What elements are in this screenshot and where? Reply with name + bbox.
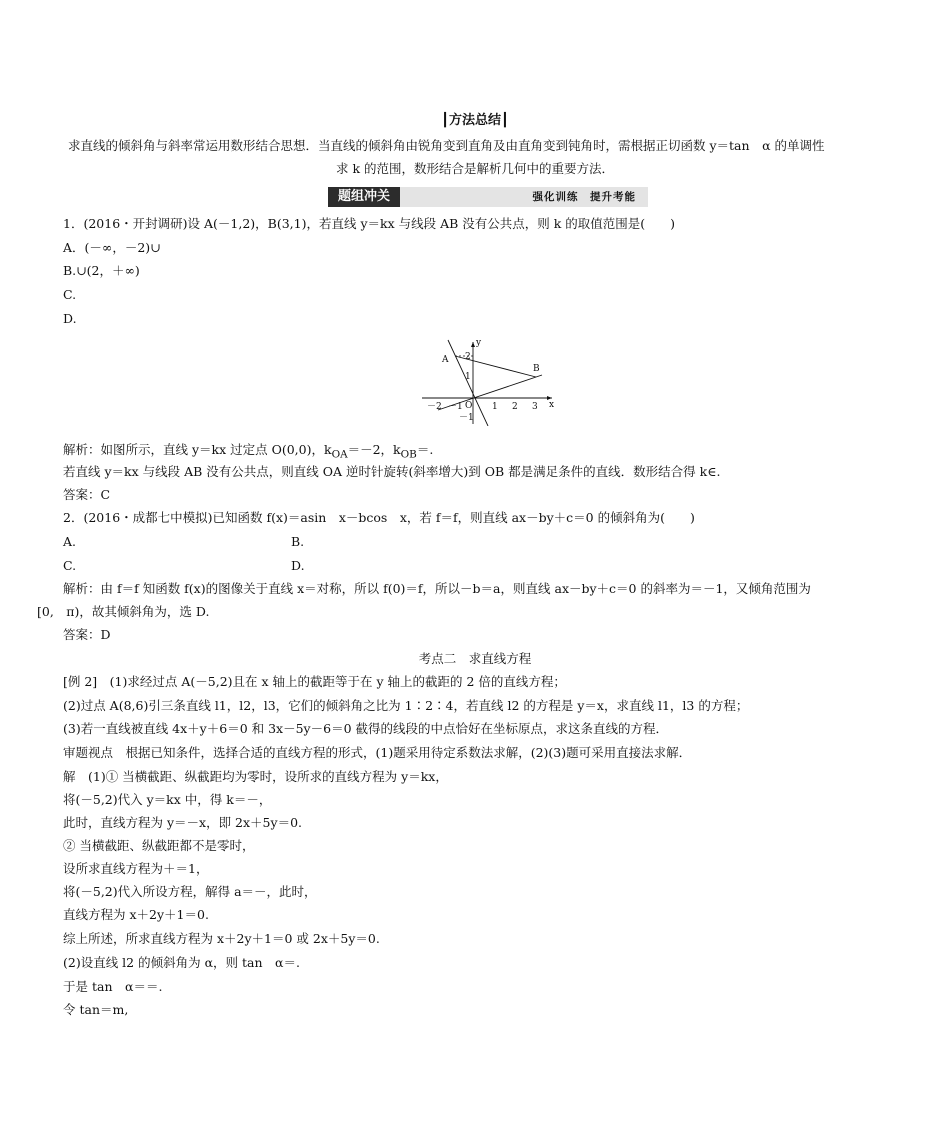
banner-subtitle: 强化训练 提升考能: [532, 191, 636, 203]
x-tick-2: 2: [512, 402, 518, 412]
example-line-3: (3)若一直线被直线 4x＋y＋6＝0 和 3x－5y－6＝0 截得的线段的中点恰好在坐标原点，求这条直线的方程．: [63, 721, 668, 736]
y-tick-1: 1: [465, 372, 471, 382]
example-line-14: 于是 tan α＝＝.: [63, 979, 163, 994]
y-axis-arrow: [471, 342, 475, 347]
q1-stem: 1．(2016・开封调研)设 A(－1,2)，B(3,1)，若直线 y＝kx 与线段 AB 没有公共点，则 k 的取值范围是( ): [63, 216, 676, 231]
q2-answer: 答案：D: [63, 627, 111, 642]
example-line-13: (2)设直线 l2 的倾斜角为 α，则 tan α＝.: [63, 955, 300, 970]
banner-title: 题组冲关: [328, 187, 400, 207]
q2-option-c: C.: [63, 558, 77, 573]
q2-option-a: A.: [63, 534, 77, 549]
q1-option-a: A．(－∞，－2)∪: [63, 240, 161, 255]
q2-solution-line-2: [0, π)，故其倾斜角为，选 D.: [37, 604, 210, 619]
q1-solution-line-2: 若直线 y＝kx 与线段 AB 没有公共点，则直线 OA 逆时针旋转(斜率增大)到 OB 都是满足条件的直线．数形结合得 k∈.: [63, 464, 721, 479]
example-line-2: (2)过点 A(8,6)引三条直线 l1，l2，l3，它们的倾斜角之比为 1∶2∶4，若直线 l2 的方程是 y＝x，求直线 l1，l3 的方程；: [63, 698, 749, 713]
y-tick-neg1: －1: [459, 413, 474, 423]
q1-answer: 答案：C: [63, 487, 111, 502]
method-summary-line-2: 求 k 的范围，数形结合是解析几何中的重要方法．: [335, 161, 615, 176]
method-summary-line-1: 求直线的倾斜角与斜率常运用数形结合思想．当直线的倾斜角由锐角变到直角及由直角变到钝角时，需根据正切函数 y＝tan α 的单调性: [68, 138, 825, 153]
section-title: 考点二 求直线方程: [418, 651, 532, 666]
example-line-9: 设所求直线方程为＋＝1，: [63, 861, 209, 876]
q1-option-c: C.: [63, 287, 77, 302]
x-tick-1: 1: [492, 402, 498, 412]
example-line-6: 将(－5,2)代入 y＝kx 中，得 k＝－，: [63, 792, 272, 807]
q2-solution-line-1: 解析：由 f＝f 知函数 f(x)的图像关于直线 x＝对称，所以 f(0)＝f，所以－b＝a，则直线 ax－by＋c＝0 的斜率为＝－1，又倾角范围为: [63, 581, 811, 596]
example-line-15: 令 tan＝m,: [63, 1002, 129, 1017]
point-label-b: B: [533, 364, 540, 374]
example-line-8: ② 当横截距、纵截距都不是零时，: [63, 838, 255, 853]
x-tick-3: 3: [532, 402, 538, 412]
example-line-10: 将(－5,2)代入所设方程，解得 a＝－，此时，: [63, 884, 317, 899]
q1-option-d: D.: [63, 311, 77, 326]
method-summary-header: ┃方法总结┃: [441, 113, 509, 128]
x-tick-neg1: －1: [448, 402, 463, 412]
q1-solution-line-1: 解析：如图所示，直线 y＝kx 过定点 O(0,0)，$k_{OA}=-2$，$k_{OB}=$.: [63, 442, 434, 461]
x-tick-neg2: －2: [427, 402, 442, 412]
point-label-a: A: [442, 355, 449, 365]
y-tick-2: 2: [465, 352, 471, 362]
q1-option-b: B.∪(2，＋∞): [63, 263, 140, 278]
origin-label: O: [465, 401, 473, 411]
section-banner: [328, 187, 648, 207]
q1-coordinate-graph: [418, 334, 558, 426]
example-line-1: [例 2] (1)求经过点 A(－5,2)且在 x 轴上的截距等于在 y 轴上的截距的 2 倍的直线方程；: [63, 674, 566, 689]
example-line-12: 综上所述，所求直线方程为 x＋2y＋1＝0 或 2x＋5y＝0.: [63, 931, 380, 946]
q2-option-b: B.: [291, 534, 305, 549]
example-line-11: 直线方程为 x＋2y＋1＝0.: [63, 907, 209, 922]
y-axis-label: y: [476, 338, 482, 348]
q2-stem: 2．(2016・成都七中模拟)已知函数 f(x)＝asin x－bcos x，若 f＝f，则直线 ax－by＋c＝0 的倾斜角为( ): [63, 510, 695, 525]
q2-option-d: D.: [291, 558, 305, 573]
example-line-5: 解 (1)① 当横截距、纵截距均为零时，设所求的直线方程为 y＝kx，: [63, 769, 448, 784]
x-axis-label: x: [549, 400, 555, 410]
example-line-4: 审题视点 根据已知条件，选择合适的直线方程的形式，(1)题采用待定系数法求解，(2)(3)题可采用直接法求解．: [63, 745, 692, 760]
example-line-7: 此时，直线方程为 y＝－x，即 2x＋5y＝0.: [63, 815, 303, 830]
